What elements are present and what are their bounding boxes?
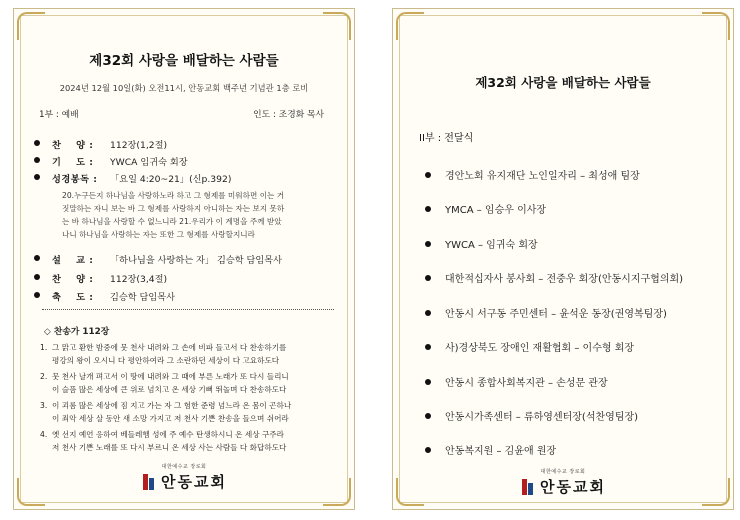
order-value: 112장(1,2절) [110, 140, 168, 151]
corner-ornament [396, 12, 424, 40]
hymn-verse [40, 428, 338, 454]
bullet-icon [425, 206, 431, 212]
order-item [34, 154, 338, 168]
recipient-item [425, 374, 719, 389]
verse-line: 평강의 왕이 오시니 다 평안하여라 그 소란하던 세상이 다 고요하도다 [52, 356, 280, 365]
corner-ornament [17, 12, 45, 40]
order-item [34, 271, 338, 285]
logo-denomination: 대한예수교 장로회 [540, 469, 586, 475]
order-value: 「요일 4:20~21」(신p.392) [110, 174, 232, 185]
recipient-item [425, 167, 719, 182]
order-item [34, 171, 338, 185]
bullet-icon [34, 140, 40, 146]
recipient-text: 안동시가족센터 – 류하영센터장(석찬영팀장) [445, 412, 639, 423]
recipient-item [425, 236, 719, 251]
verse-line: 이 죄악 세상 살 동안 새 소망 가지고 저 천사 기쁜 찬송을 들으며 쉬어라 [52, 414, 289, 423]
order-value: YWCA 임귀숙 회장 [110, 157, 188, 168]
scripture-text [62, 189, 334, 241]
order-item [34, 289, 338, 303]
hymn-verse [40, 341, 338, 367]
program-page-left [13, 8, 355, 510]
scripture-line: 나니 하나님을 사랑하는 자는 또한 그 형제를 사랑할지니라 [62, 230, 255, 239]
order-item [34, 137, 338, 151]
recipient-text: 경안노회 유지재단 노인일자리 – 최성애 팀장 [445, 171, 640, 182]
verse-line: 이 괴롬 많은 세상에 짐 지고 가는 자 그 험한 준령 넘느라 온 몸이 곤하나 [52, 401, 292, 410]
order-label: 성경봉독 : [52, 174, 98, 185]
recipient-item [425, 305, 719, 320]
bullet-icon [425, 172, 431, 178]
scripture-line: 20.누구든지 하나님을 사랑하노라 하고 그 형제를 미워하면 이는 거 [62, 191, 285, 200]
scripture-line: 짓말하는 자니 보는 바 그 형제를 사랑하지 아니하는 자는 보지 못하 [62, 204, 285, 213]
program-page-right [392, 8, 734, 510]
recipient-item [425, 408, 719, 423]
recipient-text: 사)경상북도 장애인 재활협회 – 이수형 회장 [445, 343, 635, 354]
service-header [39, 107, 334, 120]
bullet-icon [425, 275, 431, 281]
order-label: 설 교 : [52, 255, 94, 266]
order-value: 112장(3,4절) [110, 274, 168, 285]
bullet-icon [34, 292, 40, 298]
verse-number: 1. [40, 343, 48, 352]
verse-number: 4. [40, 430, 48, 439]
order-label: 기 도 : [52, 157, 94, 168]
scripture-line: 는 바 하나님을 사랑할 수 없느니라 21.우리가 이 계명을 주께 받았 [62, 217, 282, 226]
recipient-item [425, 270, 719, 285]
church-logo [393, 468, 733, 497]
hymn-verse [40, 370, 338, 396]
bullet-icon [34, 174, 40, 180]
bullet-icon [425, 447, 431, 453]
hymn-heading: ◇ 찬송가 112장 [44, 327, 110, 337]
recipient-text: 대한적십자사 봉사회 – 전중우 회장(안동시지구협의회) [445, 274, 684, 285]
hymn-verse [40, 399, 338, 425]
recipient-item [425, 339, 719, 354]
section-title: II부 : 전달식 [419, 133, 474, 144]
logo-denomination: 대한예수교 장로회 [161, 464, 207, 470]
bullet-icon [34, 157, 40, 163]
corner-ornament [323, 12, 351, 40]
page-title: 제32회 사랑을 배달하는 사람들 [475, 75, 651, 90]
order-value: 김승학 담임목사 [110, 292, 176, 303]
recipient-text: YWCA – 임귀숙 회장 [445, 240, 538, 251]
service-title: 1부 : 예배 [39, 110, 79, 120]
event-date-location: 2024년 12월 10일(화) 오전11시, 안동교회 백주년 기념관 1층 로비 [59, 83, 309, 93]
verse-line: 옛 선지 예언 응하여 베들레헴 성에 주 예수 탄생하시니 온 세상 구주라 [52, 430, 284, 439]
recipient-text: YMCA – 임승우 이사장 [445, 205, 547, 216]
recipient-text: 안동시 서구동 주민센터 – 윤석운 동장(권영복팀장) [445, 309, 667, 320]
recipient-item [425, 442, 719, 457]
church-emblem-icon [141, 474, 155, 490]
recipient-item [425, 201, 719, 216]
divider [42, 309, 334, 310]
bullet-icon [34, 255, 40, 261]
corner-ornament [702, 12, 730, 40]
verse-line: 저 천사 기쁜 노래를 또 다시 부르니 온 세상 사는 사람들 다 화답하도다 [52, 443, 287, 452]
bullet-icon [425, 344, 431, 350]
order-item [34, 252, 338, 266]
order-label: 찬 양 : [52, 140, 94, 151]
bullet-icon [425, 310, 431, 316]
logo-church-name: 안동교회 [161, 473, 227, 491]
bullet-icon [425, 379, 431, 385]
verse-line: 뭇 천사 날개 펴고서 이 땅에 내려와 그 때에 부른 노래가 또 다시 들리니 [52, 372, 289, 381]
church-logo [14, 463, 354, 492]
order-label: 찬 양 : [52, 274, 94, 285]
page-title: 제32회 사랑을 배달하는 사람들 [89, 53, 279, 69]
verse-number: 2. [40, 372, 48, 381]
verse-line: 그 맑고 환한 밤중에 뭇 천사 내려와 그 손에 비파 들고서 다 찬송하기를 [52, 343, 287, 352]
bullet-icon [34, 274, 40, 280]
church-emblem-icon [520, 479, 534, 495]
bullet-icon [425, 241, 431, 247]
logo-church-name: 안동교회 [540, 478, 606, 496]
recipient-text: 안동복지원 – 김윤애 원장 [445, 446, 557, 457]
bullet-icon [425, 413, 431, 419]
recipient-text: 안동시 종합사회복지관 – 손성문 관장 [445, 378, 608, 389]
verse-number: 3. [40, 401, 48, 410]
service-leader: 인도 : 조경화 목사 [253, 110, 324, 120]
order-label: 축 도 : [52, 292, 94, 303]
verse-line: 이 슬픔 많은 세상에 큰 위로 넘치고 온 세상 기뻐 뛰놀며 다 찬송하도다 [52, 385, 287, 394]
order-value: 「하나님을 사랑하는 자」 김승학 담임목사 [110, 255, 283, 266]
